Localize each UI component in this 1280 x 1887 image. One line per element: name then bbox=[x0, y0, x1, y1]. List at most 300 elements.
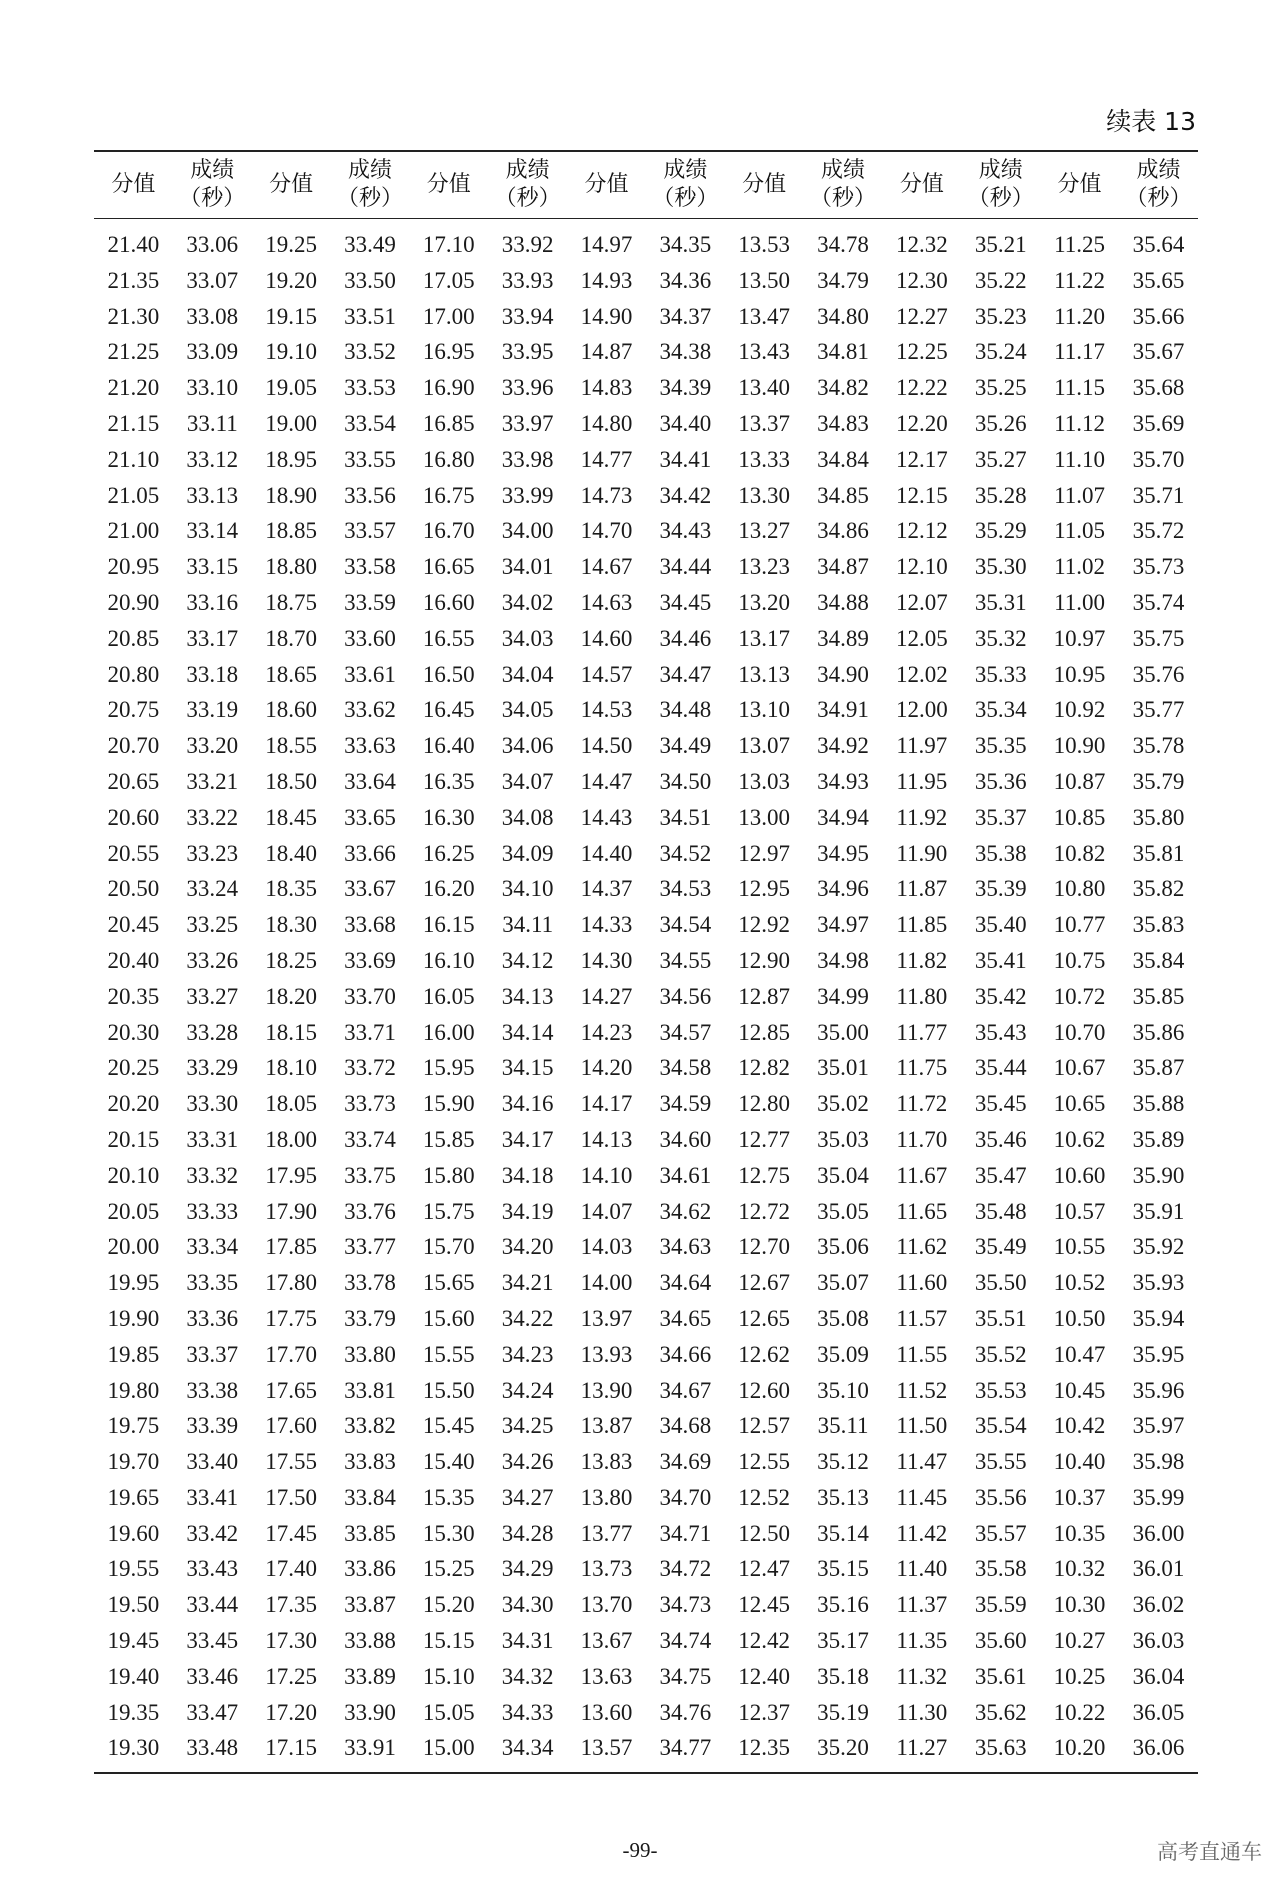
points-cell: 15.15 bbox=[422, 1628, 475, 1654]
score-cell: 34.76 bbox=[659, 1699, 712, 1725]
points-cell: 12.72 bbox=[738, 1198, 791, 1224]
score-cell: 35.88 bbox=[1132, 1091, 1185, 1117]
points-cell: 19.55 bbox=[107, 1556, 160, 1582]
points-cell: 20.95 bbox=[107, 554, 160, 580]
header-unit: （秒） bbox=[336, 186, 403, 211]
score-cell: 35.91 bbox=[1132, 1198, 1185, 1224]
table-row bbox=[94, 478, 1198, 514]
score-cell: 35.77 bbox=[1132, 697, 1185, 723]
points-cell: 14.03 bbox=[580, 1234, 633, 1260]
score-cell: 33.23 bbox=[186, 840, 239, 866]
header-label: 分值 bbox=[584, 172, 629, 197]
score-cell: 35.41 bbox=[974, 947, 1027, 973]
points-cell: 18.35 bbox=[265, 876, 317, 902]
points-cell: 11.77 bbox=[896, 1019, 948, 1045]
points-cell: 19.75 bbox=[107, 1413, 160, 1439]
points-cell: 21.25 bbox=[107, 339, 160, 365]
score-cell: 33.52 bbox=[344, 339, 396, 365]
points-cell: 12.02 bbox=[895, 661, 948, 687]
header-label: 分值 bbox=[269, 172, 314, 197]
score-cell: 34.25 bbox=[501, 1413, 554, 1439]
score-cell: 33.06 bbox=[186, 232, 239, 257]
score-cell: 33.85 bbox=[344, 1520, 396, 1546]
points-cell: 12.97 bbox=[738, 840, 791, 866]
points-cell: 21.35 bbox=[107, 267, 160, 293]
score-cell: 33.08 bbox=[186, 303, 239, 329]
points-cell: 15.25 bbox=[422, 1556, 475, 1582]
points-cell: 10.95 bbox=[1053, 661, 1106, 687]
points-cell: 13.97 bbox=[580, 1305, 633, 1331]
points-cell: 12.47 bbox=[738, 1556, 791, 1582]
score-cell: 34.41 bbox=[659, 446, 712, 472]
score-cell: 34.60 bbox=[659, 1126, 712, 1152]
header-label: 分值 bbox=[1057, 172, 1102, 197]
score-cell: 34.98 bbox=[817, 947, 869, 973]
score-cell: 34.62 bbox=[659, 1198, 712, 1224]
points-cell: 13.87 bbox=[580, 1413, 633, 1439]
score-cell: 33.92 bbox=[501, 232, 554, 257]
points-cell: 20.55 bbox=[107, 840, 160, 866]
points-cell: 11.50 bbox=[896, 1413, 948, 1439]
table-row bbox=[94, 764, 1198, 800]
score-cell: 33.19 bbox=[186, 697, 239, 723]
column-header-score bbox=[804, 151, 883, 219]
points-cell: 12.35 bbox=[725, 1730, 804, 1773]
points-cell: 14.40 bbox=[580, 840, 633, 866]
score-cell: 35.18 bbox=[817, 1663, 869, 1689]
score-cell: 34.86 bbox=[817, 518, 869, 544]
score-cell: 33.17 bbox=[186, 625, 239, 651]
points-cell: 18.95 bbox=[265, 446, 317, 472]
points-cell: 16.15 bbox=[422, 912, 475, 938]
points-cell: 10.75 bbox=[1053, 947, 1106, 973]
points-cell: 13.43 bbox=[738, 339, 791, 365]
score-cell: 34.39 bbox=[659, 375, 712, 401]
score-cell: 33.45 bbox=[186, 1628, 239, 1654]
table-row bbox=[94, 1516, 1198, 1552]
score-cell: 35.06 bbox=[817, 1234, 869, 1260]
points-cell: 20.65 bbox=[107, 768, 160, 794]
table-row bbox=[94, 1337, 1198, 1373]
score-cell: 35.39 bbox=[974, 876, 1027, 902]
points-cell: 14.80 bbox=[580, 410, 633, 436]
points-cell: 12.90 bbox=[738, 947, 791, 973]
score-cell: 35.53 bbox=[974, 1377, 1027, 1403]
header-label: 成绩 bbox=[347, 158, 392, 183]
score-cell: 34.85 bbox=[817, 482, 869, 508]
header-unit: （秒） bbox=[652, 186, 719, 211]
points-cell: 16.20 bbox=[422, 876, 475, 902]
score-cell: 33.72 bbox=[344, 1055, 396, 1081]
score-cell: 35.60 bbox=[974, 1628, 1027, 1654]
points-cell: 11.25 bbox=[1054, 232, 1105, 257]
table-row bbox=[94, 836, 1198, 872]
points-cell: 13.13 bbox=[738, 661, 791, 687]
score-cell: 35.15 bbox=[817, 1556, 869, 1582]
points-cell: 10.92 bbox=[1053, 697, 1106, 723]
score-cell: 33.80 bbox=[344, 1341, 396, 1367]
points-cell: 16.10 bbox=[422, 947, 475, 973]
score-cell: 33.79 bbox=[344, 1305, 396, 1331]
column-header-points bbox=[1040, 151, 1119, 219]
score-cell: 34.69 bbox=[659, 1449, 712, 1475]
points-cell: 12.45 bbox=[738, 1592, 791, 1618]
score-cell: 33.57 bbox=[344, 518, 396, 544]
points-cell: 11.02 bbox=[1054, 554, 1105, 580]
points-cell: 10.80 bbox=[1053, 876, 1106, 902]
points-cell: 14.53 bbox=[580, 697, 633, 723]
points-cell: 15.00 bbox=[409, 1730, 488, 1773]
score-cell: 33.54 bbox=[344, 410, 396, 436]
header-label: 成绩 bbox=[190, 158, 235, 183]
score-cell: 35.01 bbox=[817, 1055, 869, 1081]
score-cell: 35.34 bbox=[974, 697, 1027, 723]
points-cell: 17.15 bbox=[252, 1730, 331, 1773]
points-cell: 17.75 bbox=[265, 1305, 317, 1331]
score-cell: 33.35 bbox=[186, 1270, 239, 1296]
table-row bbox=[94, 219, 1198, 263]
points-cell: 15.60 bbox=[422, 1305, 475, 1331]
points-cell: 17.20 bbox=[265, 1699, 317, 1725]
points-cell: 14.47 bbox=[580, 768, 633, 794]
points-cell: 11.60 bbox=[896, 1270, 948, 1296]
points-cell: 15.55 bbox=[422, 1341, 475, 1367]
points-cell: 10.40 bbox=[1053, 1449, 1106, 1475]
points-cell: 14.97 bbox=[580, 232, 633, 257]
score-cell: 34.66 bbox=[659, 1341, 712, 1367]
score-cell: 34.68 bbox=[659, 1413, 712, 1439]
score-cell: 35.92 bbox=[1132, 1234, 1185, 1260]
score-table bbox=[94, 150, 1198, 1774]
header-label: 分值 bbox=[899, 172, 944, 197]
points-cell: 20.70 bbox=[107, 733, 160, 759]
score-cell: 33.33 bbox=[186, 1198, 239, 1224]
score-cell: 34.55 bbox=[659, 947, 712, 973]
score-cell: 33.21 bbox=[186, 768, 239, 794]
points-cell: 11.05 bbox=[1054, 518, 1105, 544]
points-cell: 19.70 bbox=[107, 1449, 160, 1475]
column-header-score bbox=[1119, 151, 1198, 219]
points-cell: 11.97 bbox=[896, 733, 948, 759]
score-cell: 33.27 bbox=[186, 983, 239, 1009]
points-cell: 12.12 bbox=[895, 518, 948, 544]
score-cell: 35.08 bbox=[817, 1305, 869, 1331]
score-cell: 34.95 bbox=[817, 840, 869, 866]
score-cell: 35.02 bbox=[817, 1091, 869, 1117]
score-cell: 33.99 bbox=[501, 482, 554, 508]
points-cell: 10.30 bbox=[1053, 1592, 1106, 1618]
points-cell: 13.30 bbox=[738, 482, 791, 508]
points-cell: 11.70 bbox=[896, 1126, 948, 1152]
score-cell: 34.93 bbox=[817, 768, 869, 794]
score-cell: 33.20 bbox=[186, 733, 239, 759]
score-cell: 35.10 bbox=[817, 1377, 869, 1403]
column-header-score bbox=[646, 151, 725, 219]
score-cell: 33.93 bbox=[501, 267, 554, 293]
points-cell: 18.00 bbox=[265, 1126, 317, 1152]
points-cell: 12.62 bbox=[738, 1341, 791, 1367]
points-cell: 16.40 bbox=[422, 733, 475, 759]
points-cell: 19.85 bbox=[107, 1341, 160, 1367]
points-cell: 15.50 bbox=[422, 1377, 475, 1403]
score-cell: 33.89 bbox=[344, 1663, 396, 1689]
table-row bbox=[94, 907, 1198, 943]
points-cell: 11.35 bbox=[896, 1628, 948, 1654]
points-cell: 14.77 bbox=[580, 446, 633, 472]
score-cell: 34.52 bbox=[659, 840, 712, 866]
points-cell: 11.32 bbox=[896, 1663, 948, 1689]
points-cell: 12.80 bbox=[738, 1091, 791, 1117]
points-cell: 12.20 bbox=[895, 410, 948, 436]
score-cell: 33.24 bbox=[186, 876, 239, 902]
score-cell: 35.68 bbox=[1132, 375, 1185, 401]
score-cell: 35.82 bbox=[1132, 876, 1185, 902]
header-label: 分值 bbox=[111, 172, 156, 197]
score-cell: 35.62 bbox=[974, 1699, 1027, 1725]
table-row bbox=[94, 406, 1198, 442]
points-cell: 16.55 bbox=[422, 625, 475, 651]
points-cell: 11.67 bbox=[896, 1162, 948, 1188]
points-cell: 16.75 bbox=[422, 482, 475, 508]
score-cell: 33.98 bbox=[501, 446, 554, 472]
points-cell: 20.40 bbox=[107, 947, 160, 973]
score-cell: 34.46 bbox=[659, 625, 712, 651]
points-cell: 17.40 bbox=[265, 1556, 317, 1582]
score-cell: 34.14 bbox=[501, 1019, 554, 1045]
points-cell: 10.47 bbox=[1053, 1341, 1106, 1367]
header-label: 成绩 bbox=[1136, 158, 1181, 183]
points-cell: 15.75 bbox=[422, 1198, 475, 1224]
points-cell: 16.60 bbox=[422, 589, 475, 615]
points-cell: 15.85 bbox=[422, 1126, 475, 1152]
table-row bbox=[94, 1229, 1198, 1265]
points-cell: 14.27 bbox=[580, 983, 633, 1009]
points-cell: 14.50 bbox=[580, 733, 633, 759]
score-cell: 34.71 bbox=[659, 1520, 712, 1546]
score-cell: 34.44 bbox=[659, 554, 712, 580]
points-cell: 17.45 bbox=[265, 1520, 317, 1546]
score-cell: 33.26 bbox=[186, 947, 239, 973]
points-cell: 14.23 bbox=[580, 1019, 633, 1045]
score-cell: 33.32 bbox=[186, 1162, 239, 1188]
table-row bbox=[94, 657, 1198, 693]
score-cell: 34.92 bbox=[817, 733, 869, 759]
score-cell: 34.97 bbox=[817, 912, 869, 938]
score-cell: 35.32 bbox=[974, 625, 1027, 651]
table-row bbox=[94, 263, 1198, 299]
score-cell: 34.59 bbox=[659, 1091, 712, 1117]
score-cell: 34.04 bbox=[501, 661, 554, 687]
table-row bbox=[94, 549, 1198, 585]
score-cell: 34.08 bbox=[501, 804, 554, 830]
score-cell: 33.10 bbox=[186, 375, 239, 401]
score-cell: 35.97 bbox=[1132, 1413, 1185, 1439]
table-row bbox=[94, 1301, 1198, 1337]
points-cell: 14.33 bbox=[580, 912, 633, 938]
table-row bbox=[94, 1659, 1198, 1695]
score-cell: 33.88 bbox=[344, 1628, 396, 1654]
score-cell: 34.67 bbox=[659, 1377, 712, 1403]
score-cell: 34.87 bbox=[817, 554, 869, 580]
points-cell: 12.65 bbox=[738, 1305, 791, 1331]
score-cell: 35.94 bbox=[1132, 1305, 1185, 1331]
points-cell: 12.07 bbox=[895, 589, 948, 615]
table-row bbox=[94, 1480, 1198, 1516]
points-cell: 19.40 bbox=[107, 1663, 160, 1689]
table-row bbox=[94, 1015, 1198, 1051]
points-cell: 19.35 bbox=[107, 1699, 160, 1725]
points-cell: 10.87 bbox=[1053, 768, 1106, 794]
points-cell: 13.03 bbox=[738, 768, 791, 794]
score-cell: 35.59 bbox=[974, 1592, 1027, 1618]
header-row bbox=[94, 151, 1198, 219]
score-cell: 35.12 bbox=[817, 1449, 869, 1475]
score-cell: 34.17 bbox=[501, 1126, 554, 1152]
points-cell: 10.27 bbox=[1053, 1628, 1106, 1654]
points-cell: 12.37 bbox=[738, 1699, 791, 1725]
points-cell: 13.20 bbox=[738, 589, 791, 615]
score-cell: 33.29 bbox=[186, 1055, 239, 1081]
score-cell: 34.58 bbox=[659, 1055, 712, 1081]
score-cell: 34.02 bbox=[501, 589, 554, 615]
points-cell: 14.10 bbox=[580, 1162, 633, 1188]
points-cell: 16.85 bbox=[422, 410, 475, 436]
score-cell: 34.11 bbox=[502, 912, 554, 938]
score-cell: 35.49 bbox=[974, 1234, 1027, 1260]
header-unit: （秒） bbox=[179, 186, 246, 211]
points-cell: 11.37 bbox=[896, 1592, 948, 1618]
score-cell: 33.13 bbox=[186, 482, 239, 508]
points-cell: 13.53 bbox=[738, 232, 791, 257]
points-cell: 17.90 bbox=[265, 1198, 317, 1224]
points-cell: 11.82 bbox=[896, 947, 948, 973]
points-cell: 11.87 bbox=[896, 876, 948, 902]
score-cell: 34.89 bbox=[817, 625, 869, 651]
points-cell: 11.42 bbox=[896, 1520, 948, 1546]
points-cell: 11.55 bbox=[896, 1341, 948, 1367]
points-cell: 14.87 bbox=[580, 339, 633, 365]
score-cell: 34.56 bbox=[659, 983, 712, 1009]
score-cell: 33.56 bbox=[344, 482, 396, 508]
score-cell: 34.35 bbox=[659, 232, 712, 257]
score-cell: 34.77 bbox=[646, 1730, 725, 1773]
points-cell: 18.25 bbox=[265, 947, 317, 973]
score-cell: 35.05 bbox=[817, 1198, 869, 1224]
points-cell: 11.20 bbox=[1054, 303, 1105, 329]
points-cell: 13.83 bbox=[580, 1449, 633, 1475]
score-cell: 34.23 bbox=[501, 1341, 554, 1367]
table-row bbox=[94, 621, 1198, 657]
points-cell: 12.67 bbox=[738, 1270, 791, 1296]
points-cell: 11.17 bbox=[1054, 339, 1105, 365]
points-cell: 14.63 bbox=[580, 589, 633, 615]
points-cell: 10.50 bbox=[1053, 1305, 1106, 1331]
points-cell: 16.50 bbox=[422, 661, 475, 687]
column-header-points bbox=[409, 151, 488, 219]
score-cell: 34.45 bbox=[659, 589, 712, 615]
points-cell: 11.90 bbox=[896, 840, 948, 866]
score-cell: 34.82 bbox=[817, 375, 869, 401]
score-cell: 33.12 bbox=[186, 446, 239, 472]
points-cell: 17.30 bbox=[265, 1628, 317, 1654]
points-cell: 19.10 bbox=[265, 339, 317, 365]
score-cell: 35.43 bbox=[974, 1019, 1027, 1045]
points-cell: 20.80 bbox=[107, 661, 160, 687]
score-cell: 35.45 bbox=[974, 1091, 1027, 1117]
score-cell: 33.64 bbox=[344, 768, 396, 794]
score-cell: 35.37 bbox=[974, 804, 1027, 830]
table-row bbox=[94, 1373, 1198, 1409]
score-cell: 33.61 bbox=[344, 661, 396, 687]
score-cell: 35.14 bbox=[817, 1520, 869, 1546]
score-cell: 35.78 bbox=[1132, 733, 1185, 759]
points-cell: 13.93 bbox=[580, 1341, 633, 1367]
points-cell: 10.42 bbox=[1053, 1413, 1106, 1439]
points-cell: 15.30 bbox=[422, 1520, 475, 1546]
points-cell: 12.95 bbox=[738, 876, 791, 902]
points-cell: 16.35 bbox=[422, 768, 475, 794]
points-cell: 17.65 bbox=[265, 1377, 317, 1403]
score-cell: 34.24 bbox=[501, 1377, 554, 1403]
points-cell: 12.30 bbox=[895, 267, 948, 293]
score-cell: 33.55 bbox=[344, 446, 396, 472]
header-label: 分值 bbox=[426, 172, 471, 197]
table-body bbox=[94, 219, 1198, 1774]
score-cell: 33.76 bbox=[344, 1198, 396, 1224]
points-cell: 12.75 bbox=[738, 1162, 791, 1188]
score-cell: 34.09 bbox=[501, 840, 554, 866]
points-cell: 14.00 bbox=[580, 1270, 633, 1296]
score-cell: 34.16 bbox=[501, 1091, 554, 1117]
score-cell: 34.57 bbox=[659, 1019, 712, 1045]
score-cell: 35.95 bbox=[1132, 1341, 1185, 1367]
points-cell: 11.95 bbox=[896, 768, 948, 794]
points-cell: 10.55 bbox=[1053, 1234, 1106, 1260]
score-cell: 35.98 bbox=[1132, 1449, 1185, 1475]
points-cell: 16.70 bbox=[422, 518, 475, 544]
score-cell: 36.01 bbox=[1132, 1556, 1185, 1582]
points-cell: 15.45 bbox=[422, 1413, 475, 1439]
score-cell: 34.81 bbox=[817, 339, 869, 365]
score-cell: 36.03 bbox=[1132, 1628, 1185, 1654]
table-row bbox=[94, 1122, 1198, 1158]
points-cell: 16.25 bbox=[422, 840, 475, 866]
points-cell: 19.45 bbox=[107, 1628, 160, 1654]
score-cell: 35.90 bbox=[1132, 1162, 1185, 1188]
score-cell: 35.80 bbox=[1132, 804, 1185, 830]
points-cell: 18.75 bbox=[265, 589, 317, 615]
score-cell: 33.87 bbox=[344, 1592, 396, 1618]
watermark: 高考直通车 bbox=[1157, 1840, 1262, 1864]
points-cell: 10.70 bbox=[1053, 1019, 1106, 1045]
points-cell: 15.10 bbox=[422, 1663, 475, 1689]
points-cell: 14.20 bbox=[580, 1055, 633, 1081]
header-unit: （秒） bbox=[1125, 186, 1192, 211]
score-cell: 34.75 bbox=[659, 1663, 712, 1689]
header-unit: （秒） bbox=[810, 186, 877, 211]
points-cell: 15.35 bbox=[422, 1484, 475, 1510]
score-cell: 34.18 bbox=[501, 1162, 554, 1188]
points-cell: 13.73 bbox=[580, 1556, 633, 1582]
points-cell: 11.00 bbox=[1054, 589, 1105, 615]
score-cell: 34.40 bbox=[659, 410, 712, 436]
score-cell: 34.79 bbox=[817, 267, 869, 293]
score-cell: 33.81 bbox=[344, 1377, 396, 1403]
points-cell: 12.00 bbox=[895, 697, 948, 723]
score-cell: 33.31 bbox=[186, 1126, 239, 1152]
score-cell: 33.62 bbox=[344, 697, 396, 723]
score-cell: 35.66 bbox=[1132, 303, 1185, 329]
